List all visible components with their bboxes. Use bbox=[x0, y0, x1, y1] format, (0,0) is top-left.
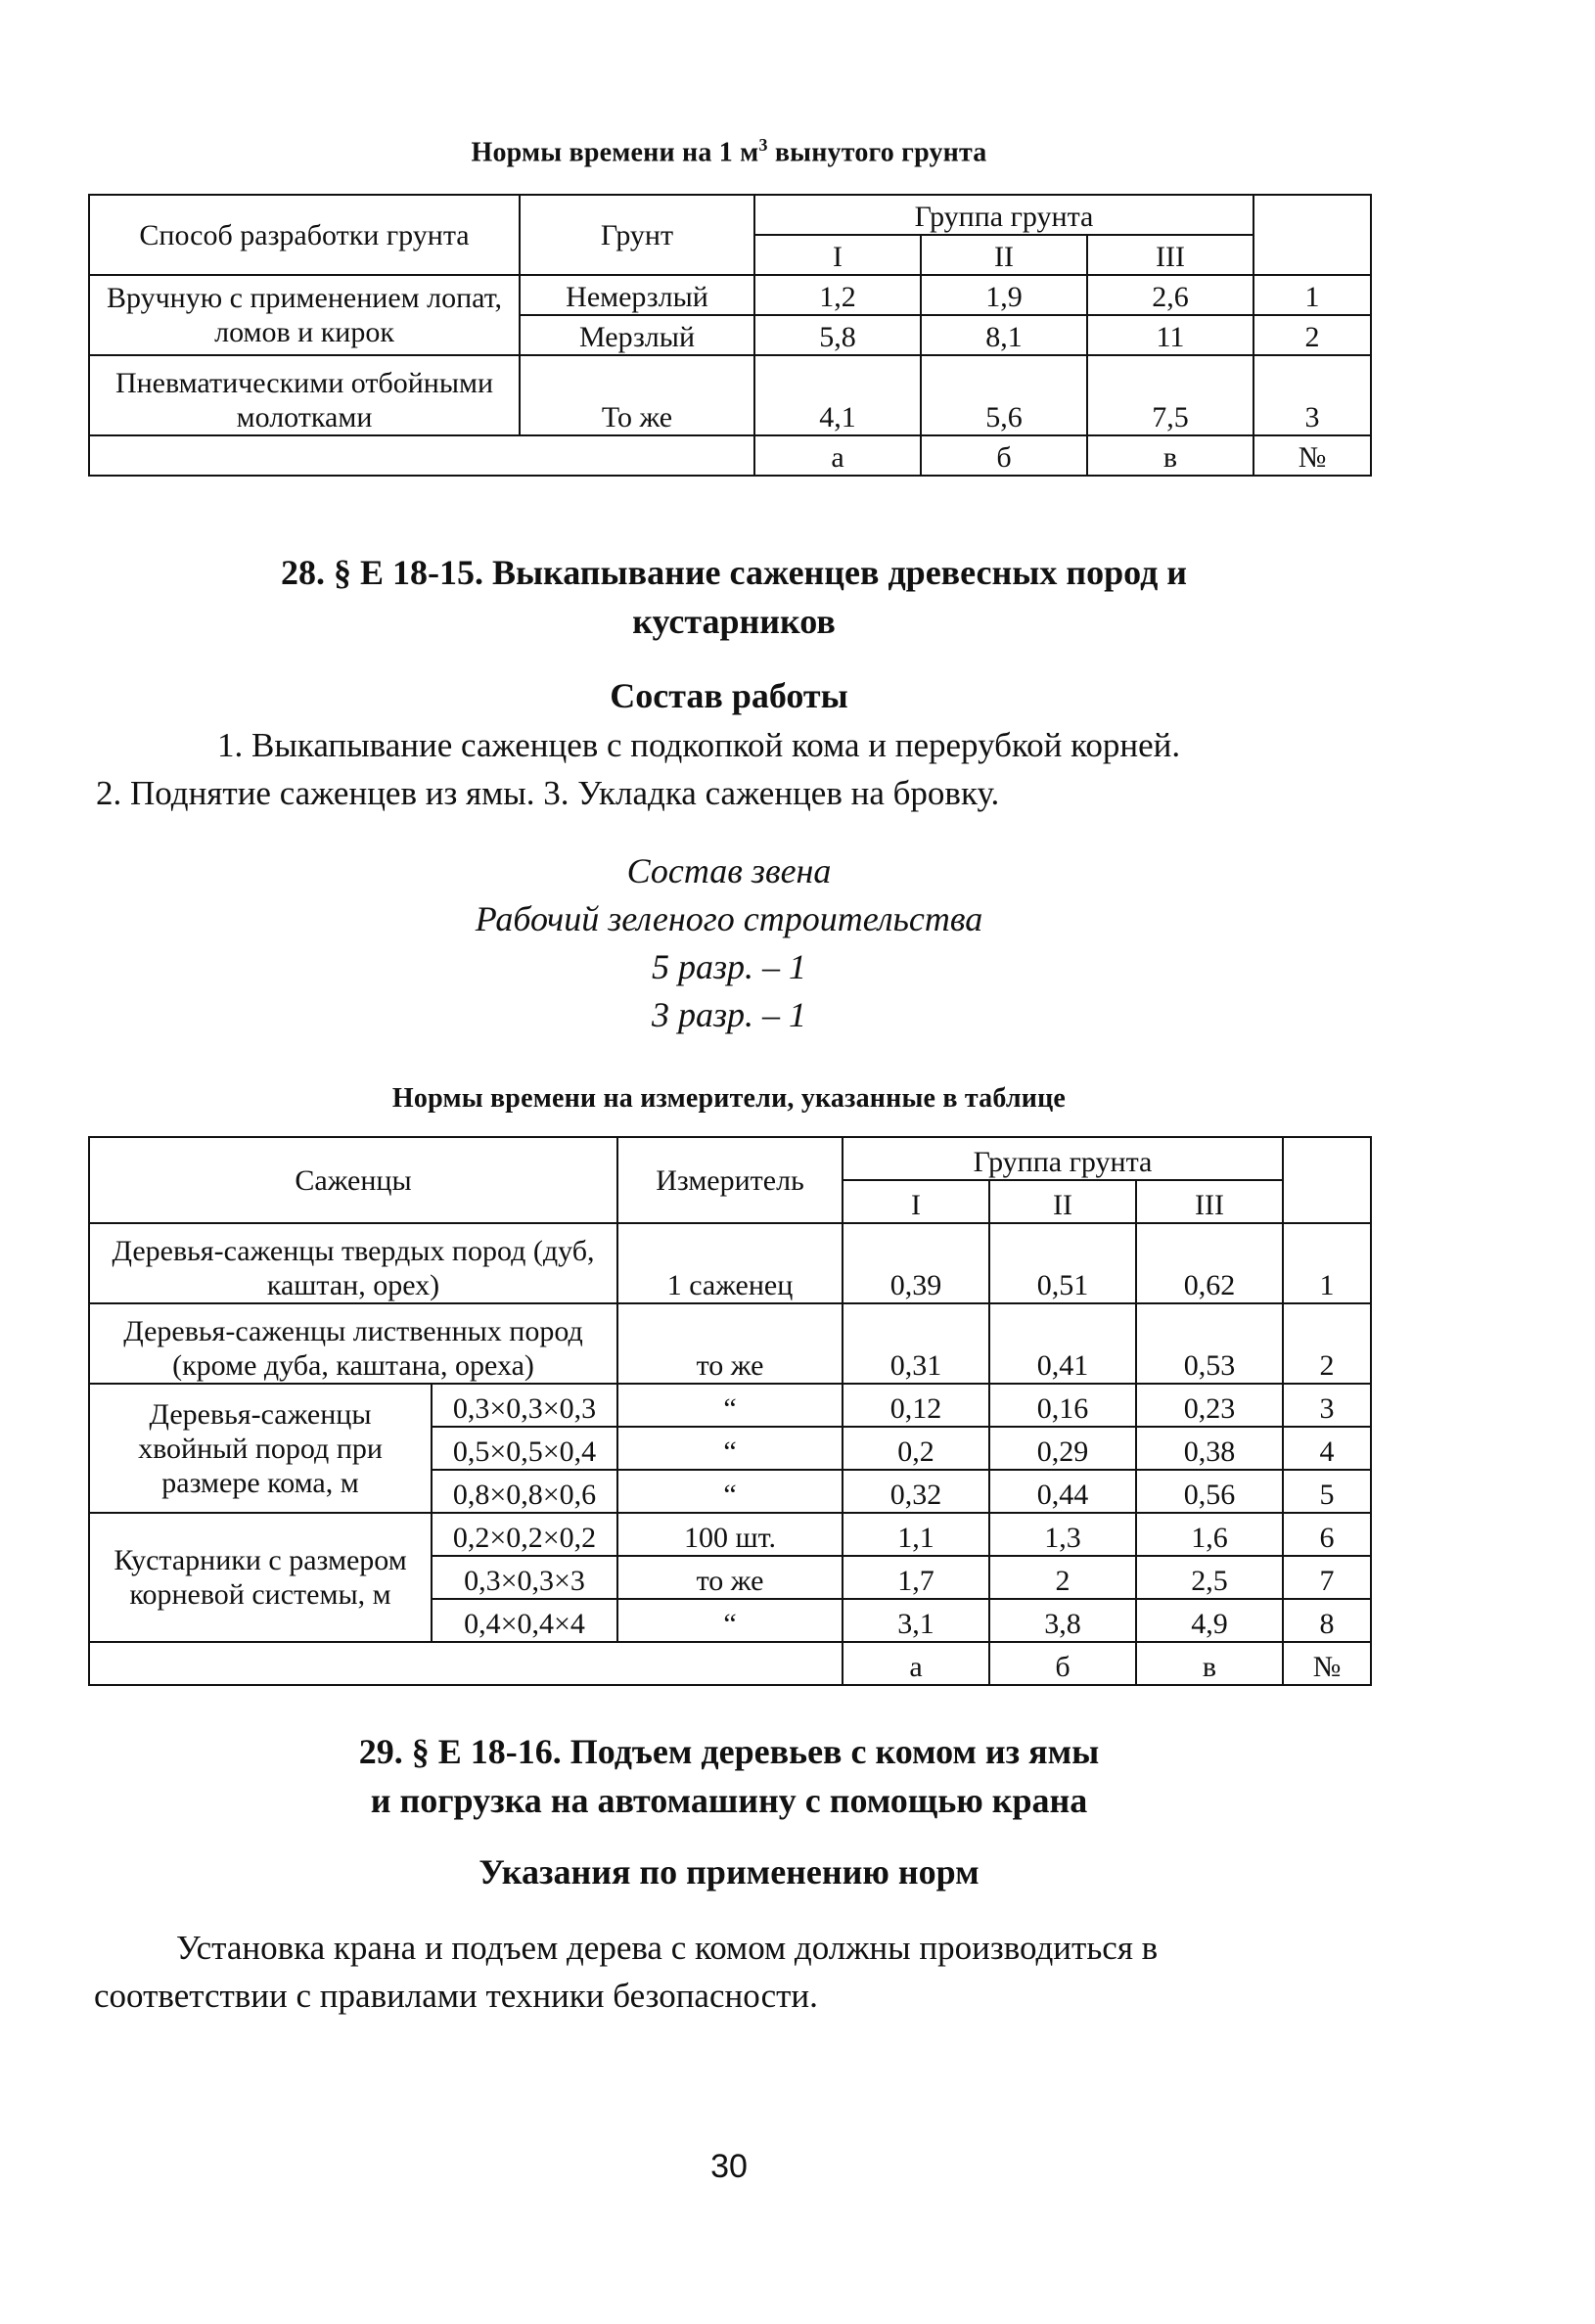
header-group-1: I bbox=[843, 1180, 989, 1223]
section29-title-line-2: и погрузка на автомашину с помощью крана bbox=[370, 1781, 1088, 1820]
row-number: 7 bbox=[1283, 1556, 1371, 1599]
section28-work-text-1: 1. Выкапывание саженцев с подкопкой кома и перерубкой корней. bbox=[217, 726, 1181, 764]
section28-work-text-2: 2. Поднятие саженцев из ямы. 3. Укладка саженцев на бровку. bbox=[96, 774, 1000, 812]
row-number: 4 bbox=[1283, 1427, 1371, 1470]
seedling-group: Кустарники с размером корневой системы, м bbox=[89, 1513, 432, 1642]
header-group-2: II bbox=[921, 235, 1087, 275]
row-number: 6 bbox=[1283, 1513, 1371, 1556]
measure-cell: то же bbox=[617, 1303, 843, 1384]
value-cell: 0,31 bbox=[843, 1303, 989, 1384]
table-row bbox=[89, 355, 1371, 435]
seedling-name: Деревья-саженцы твердых пород (дуб, каштан, орех) bbox=[89, 1223, 617, 1303]
table1-soil-norms bbox=[88, 194, 1372, 477]
value-cell: 0,12 bbox=[843, 1384, 989, 1427]
size-cell: 0,5×0,5×0,4 bbox=[432, 1427, 617, 1470]
header-group: Группа грунта bbox=[843, 1137, 1283, 1180]
footer-col-v: в bbox=[1087, 435, 1253, 476]
table1-caption: Нормы времени на 1 $м^3$ вынутого грунта bbox=[471, 135, 987, 168]
footer-col-v: в bbox=[1136, 1642, 1283, 1685]
header-group-3: III bbox=[1087, 235, 1253, 275]
table-row bbox=[89, 1303, 1371, 1384]
header-measure: Измеритель bbox=[617, 1137, 843, 1223]
value-cell: 0,41 bbox=[989, 1303, 1136, 1384]
footer-empty bbox=[89, 1642, 843, 1685]
value-cell: 2,6 bbox=[1087, 275, 1253, 315]
value-cell: 11 bbox=[1087, 315, 1253, 355]
table1-header-row bbox=[89, 195, 1371, 235]
page-number: 30 bbox=[710, 2148, 748, 2185]
value-cell: 0,16 bbox=[989, 1384, 1136, 1427]
row-number: 1 bbox=[1253, 275, 1371, 315]
table1-footer-row bbox=[89, 435, 1371, 476]
measure-cell: то же bbox=[617, 1556, 843, 1599]
size-cell: 0,8×0,8×0,6 bbox=[432, 1470, 617, 1513]
measure-cell: 100 шт. bbox=[617, 1513, 843, 1556]
section29-instructions-text-2: соответствии с правилами техники безопасности. bbox=[94, 1977, 818, 2015]
size-cell: 0,3×0,3×0,3 bbox=[432, 1384, 617, 1427]
value-cell: 2,5 bbox=[1136, 1556, 1283, 1599]
footer-col-b: б bbox=[921, 435, 1087, 476]
measure-cell: 1 саженец bbox=[617, 1223, 843, 1303]
table2-caption: Нормы времени на измерители, указанные в таблице bbox=[391, 1083, 1067, 1114]
soil-cell: То же bbox=[520, 355, 754, 435]
value-cell: 0,51 bbox=[989, 1223, 1136, 1303]
table2-header-row bbox=[89, 1137, 1371, 1180]
section28-crew-rank-5: 5 разр. – 1 bbox=[651, 947, 807, 986]
value-cell: 1,6 bbox=[1136, 1513, 1283, 1556]
value-cell: 4,1 bbox=[754, 355, 921, 435]
header-group: Группа грунта bbox=[754, 195, 1253, 235]
row-number: 5 bbox=[1283, 1470, 1371, 1513]
header-method: Способ разработки грунта bbox=[89, 195, 520, 275]
value-cell: 0,38 bbox=[1136, 1427, 1283, 1470]
table-row bbox=[89, 1384, 1371, 1427]
value-cell: 8,1 bbox=[921, 315, 1087, 355]
header-soil: Грунт bbox=[520, 195, 754, 275]
header-num-empty bbox=[1253, 195, 1371, 275]
value-cell: 5,6 bbox=[921, 355, 1087, 435]
soil-cell: Немерзлый bbox=[520, 275, 754, 315]
seedling-group: Деревья-саженцы хвойный пород при размере кома, м bbox=[89, 1384, 432, 1513]
value-cell: 1,2 bbox=[754, 275, 921, 315]
size-cell: 0,2×0,2×0,2 bbox=[432, 1513, 617, 1556]
row-number: 2 bbox=[1253, 315, 1371, 355]
value-cell: 0,2 bbox=[843, 1427, 989, 1470]
table-row bbox=[89, 275, 1371, 315]
row-number: 1 bbox=[1283, 1223, 1371, 1303]
footer-col-num: № bbox=[1253, 435, 1371, 476]
measure-cell: “ bbox=[617, 1470, 843, 1513]
value-cell: 1,1 bbox=[843, 1513, 989, 1556]
soil-cell: Мерзлый bbox=[520, 315, 754, 355]
section28-crew-rank-3: 3 разр. – 1 bbox=[651, 995, 807, 1034]
footer-col-b: б bbox=[989, 1642, 1136, 1685]
value-cell: 7,5 bbox=[1087, 355, 1253, 435]
section29-instructions-text-1: Установка крана и подъем дерева с комом должны производиться в bbox=[176, 1929, 1159, 1967]
value-cell: 1,3 bbox=[989, 1513, 1136, 1556]
section29-title-line-1: 29. § Е 18-16. Подъем деревьев с комом из ямы bbox=[358, 1732, 1100, 1771]
method-cell: Пневматическими отбойными молотками bbox=[89, 355, 520, 435]
footer-empty bbox=[89, 435, 754, 476]
measure-cell: “ bbox=[617, 1384, 843, 1427]
footer-col-num: № bbox=[1283, 1642, 1371, 1685]
section28-title: 28. § Е 18-15. Выкапывание саженцев древесных пород и кустарников bbox=[280, 553, 1188, 641]
value-cell: 1,9 bbox=[921, 275, 1087, 315]
value-cell: 0,53 bbox=[1136, 1303, 1283, 1384]
value-cell: 0,23 bbox=[1136, 1384, 1283, 1427]
header-group-3: III bbox=[1136, 1180, 1283, 1223]
row-number: 2 bbox=[1283, 1303, 1371, 1384]
header-num-empty bbox=[1283, 1137, 1371, 1223]
header-group-1: I bbox=[754, 235, 921, 275]
value-cell: 5,8 bbox=[754, 315, 921, 355]
header-group-2: II bbox=[989, 1180, 1136, 1223]
header-seedlings: Саженцы bbox=[89, 1137, 617, 1223]
value-cell: 2 bbox=[989, 1556, 1136, 1599]
row-number: 3 bbox=[1283, 1384, 1371, 1427]
value-cell: 3,1 bbox=[843, 1599, 989, 1642]
value-cell: 4,9 bbox=[1136, 1599, 1283, 1642]
section29-instructions-heading: Указания по применению норм bbox=[478, 1852, 980, 1891]
seedling-name: Деревья-саженцы лиственных пород (кроме дуба, каштана, ореха) bbox=[89, 1303, 617, 1384]
row-number: 8 bbox=[1283, 1599, 1371, 1642]
measure-cell: “ bbox=[617, 1599, 843, 1642]
value-cell: 0,32 bbox=[843, 1470, 989, 1513]
method-cell: Вручную с применением лопат, ломов и кирок bbox=[89, 275, 520, 355]
table-row bbox=[89, 1513, 1371, 1556]
value-cell: 0,29 bbox=[989, 1427, 1136, 1470]
size-cell: 0,4×0,4×4 bbox=[432, 1599, 617, 1642]
table-row bbox=[89, 1223, 1371, 1303]
value-cell: 0,62 bbox=[1136, 1223, 1283, 1303]
measure-cell: “ bbox=[617, 1427, 843, 1470]
table2-footer-row bbox=[89, 1642, 1371, 1685]
section28-work-heading: Состав работы bbox=[610, 676, 848, 715]
value-cell: 0,56 bbox=[1136, 1470, 1283, 1513]
value-cell: 0,44 bbox=[989, 1470, 1136, 1513]
section28-crew-heading: Состав звена bbox=[626, 851, 832, 890]
size-cell: 0,3×0,3×3 bbox=[432, 1556, 617, 1599]
footer-col-a: а bbox=[843, 1642, 989, 1685]
footer-col-a: а bbox=[754, 435, 921, 476]
row-number: 3 bbox=[1253, 355, 1371, 435]
section28-crew-worker: Рабочий зеленого строительства bbox=[475, 899, 983, 938]
value-cell: 0,39 bbox=[843, 1223, 989, 1303]
value-cell: 1,7 bbox=[843, 1556, 989, 1599]
table2-seedling-norms bbox=[88, 1136, 1372, 1686]
value-cell: 3,8 bbox=[989, 1599, 1136, 1642]
